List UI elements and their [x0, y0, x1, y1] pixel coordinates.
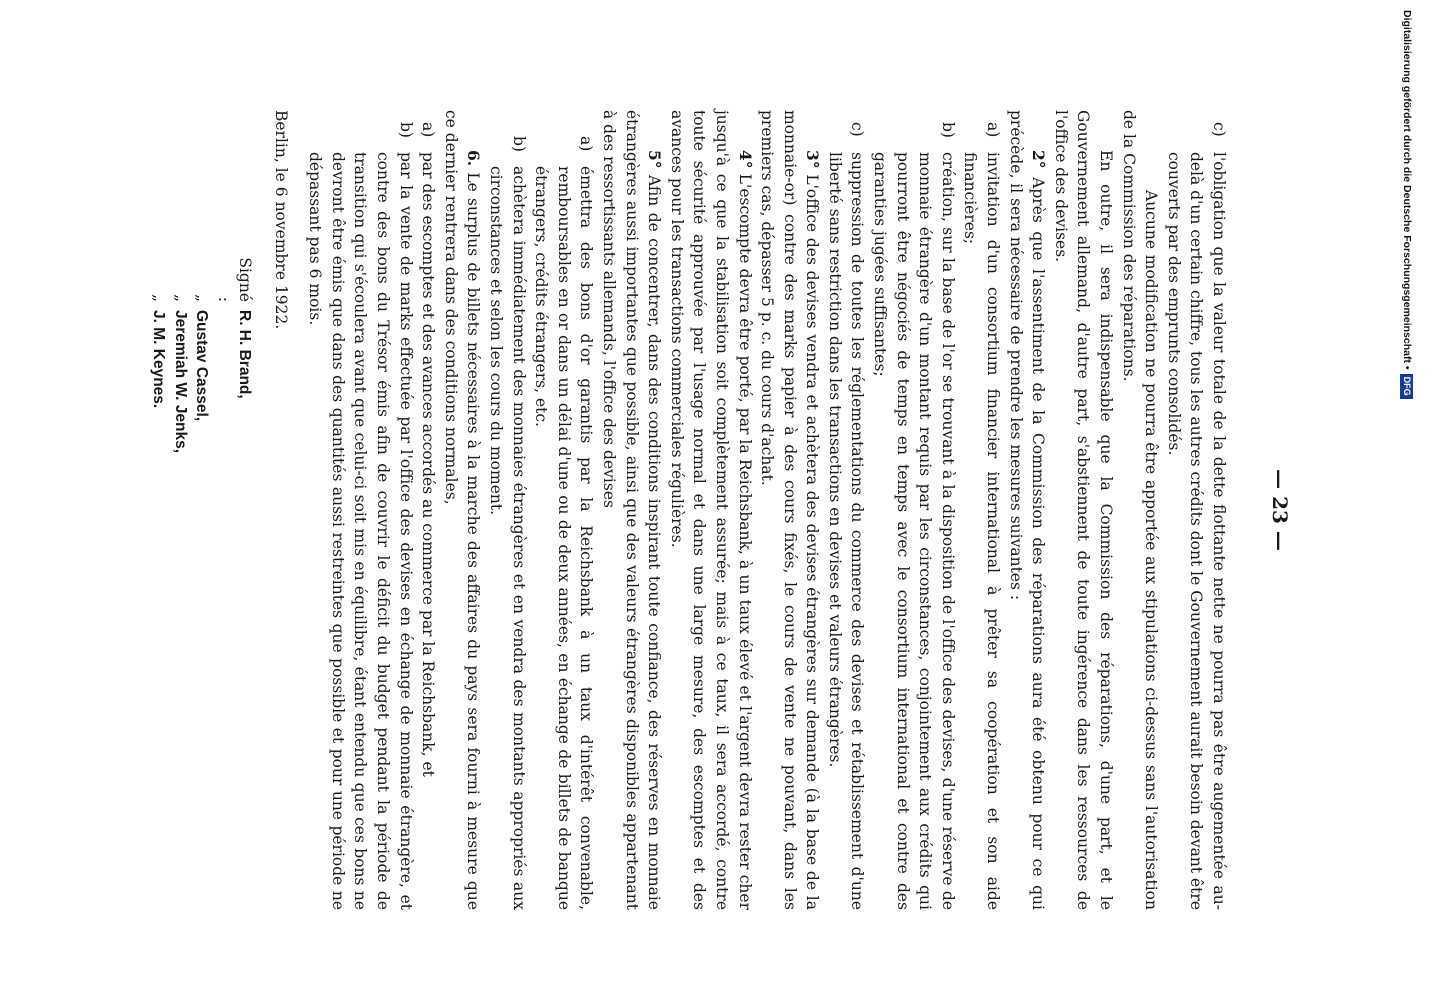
dfg-logo: DFG: [1401, 374, 1414, 399]
digitization-credit-text: Digitalisierung gefördert durch die Deutsche Forschungsgemeinschaft •: [1401, 10, 1413, 370]
signature-name: Jeremiah W. Jenks,: [171, 310, 189, 454]
signature-prefix: „: [150, 293, 169, 302]
clause-2c: [823, 122, 868, 910]
list-text: invitation d'un consortium financier international à prêter sa coopération et son aide financières;: [961, 152, 1003, 910]
paragraph-number: 5°: [645, 150, 665, 169]
signature-row: [169, 250, 191, 910]
signature-row: [148, 250, 170, 910]
signature-block: [148, 250, 256, 910]
paragraph-6: [439, 110, 484, 910]
list-text: par des escomptes et des avances accordés au commerce par la Reichsbank, et: [419, 152, 438, 777]
paragraph-5: [597, 110, 665, 910]
page-number: — 23 —: [1268, 469, 1292, 551]
list-text: l'obligation que la valeur totale de la dette flottante nette ne pourra pas être augementée au-delà d'un certain chiffre, tous les autres crédits dont le Gouvernement aurait besoin devant être couverts par des emprunts consolidés.: [1164, 152, 1228, 910]
paragraph-number: 4°: [735, 150, 755, 169]
signature-row: [191, 250, 213, 910]
signature-prefix: Signé :: [214, 257, 255, 302]
paragraph-en-outre: En outre, il sera indispensable que la Commission des réparations, d'une part, et le Gouvernement allemand, d'autre part, s'abstiennent de toute ingérence dans les ressources de l'office des devises.: [1051, 110, 1116, 910]
signature-row: [212, 250, 255, 910]
signature-name: J. M. Keynes.: [150, 310, 168, 409]
date-line: Berlin, le 6 novembre 1922.: [271, 110, 290, 330]
document-page: [90, 110, 1300, 910]
clause-5a: [530, 136, 598, 910]
paragraph-4: [665, 110, 755, 910]
clause-c-obligation: [1162, 122, 1230, 910]
clause-5b: [484, 136, 529, 910]
paragraph-text: Afin de concentrer, dans des conditions inspirant toute confiance, des réserves en monnaie étrangères aussi importantes que possible, ainsi que des valeurs étrangères disponibles appartenant à des ressortissants allemands, l'office des devises: [599, 110, 664, 910]
paragraph-2: [1004, 110, 1049, 910]
list-text: par la vente de marks effectuée par l'office des devises en échange de monnaie étrangère, et contre des bons du Trésor émis afin de couvrir le déficit du budget pendant la période de transition qui s'écoulera avant que celui-ci soit mis en équilibre, étant entendu que ces bons ne devront être émis que dans des quantités aussi restreintes que possible et pour une période ne dépassant pas 6 mois.: [306, 152, 415, 910]
list-label: a): [419, 122, 438, 138]
list-label: b): [396, 122, 415, 138]
clause-2b: [869, 122, 959, 910]
list-label: a): [577, 136, 596, 152]
signature-prefix: „: [171, 293, 190, 302]
paragraph-number: 6.: [464, 150, 484, 167]
list-text: émettra des bons d'or garantis par la Reichsbank à un taux d'intérêt convenable, remboursables en or dans un délai d'une ou de deux années, en échange de billets de banque étrangers, crédits étrangers, etc.: [532, 166, 596, 910]
clause-2a: [959, 122, 1004, 910]
signature-name: Gustav Cassel,: [193, 310, 211, 422]
list-label: b): [509, 136, 528, 152]
paragraph-number: 2°: [1029, 150, 1049, 169]
paragraph-text: Après que l'assentiment de la Commission des réparations aura été obtenu pour ce qui précède, il sera nécessaire de prendre les mesures suivantes :: [1006, 110, 1048, 911]
signature-prefix: „: [193, 293, 212, 302]
list-label: c): [1210, 122, 1228, 137]
clause-6b: [304, 122, 417, 910]
clause-6a: [417, 122, 440, 910]
paragraph-text: L'office des devises vendra et achètera des devises étrangères sur demande (à la base de la monnaie-or) contre des marks papier à des cours fixés, le cours de vente ne pouvant, dans les premiers cas, dépasser 5 p. c. du cours d'achat.: [758, 110, 822, 910]
list-label: a): [984, 122, 1003, 138]
paragraph-3: [756, 110, 824, 910]
list-text: achètera immédiatement des monnaies étrangères et en vendra des montants appropriés aux circonstances et selon les cours du moment.: [487, 166, 528, 910]
paragraph-text: Le surplus de billets nécessaires à la marche des affaires du pays sera fourni à mesure que ce dernier rentrera dans des conditions normales,: [441, 110, 483, 911]
list-label: c): [848, 122, 867, 137]
paragraph-aucune-modification: Aucune modification ne pourra être apportée aux stipulations ci-dessus sans l'autorisation de la Commission des réparations.: [1119, 110, 1161, 910]
paragraph-number: 3°: [803, 150, 823, 169]
list-label: b): [938, 122, 957, 138]
signature-name: R. H. Brand,: [236, 310, 254, 399]
list-text: suppression de toutes les réglementations du commerce des devises et rétablissement d'une liberté sans restriction dans les transactions en devises et valeurs étrangères.: [825, 152, 867, 910]
paragraph-text: L'escompte devra être porté, par la Reichsbank, à un taux élevé et l'argent devra rester cher jusqu'à ce que la stabilisation soit complètement assurée; mais à ce taux, il sera accordé, contre toute sécurité approuvée par l'usage normal et dans une large mesure, des escomptes et des avances pour les transactions commerciales régulières.: [667, 110, 754, 910]
list-text: création, sur la base de l'or se trouvant à la disposition de l'office des devises, d'une réserve de monnaie étrangère d'un montant requis par les circonstances, conjointement aux crédits qui pourront être négociés de temps en temps avec le consortium international et contre des garanties jugées suffisantes;: [871, 152, 957, 910]
digitization-credit: [1400, 10, 1414, 396]
